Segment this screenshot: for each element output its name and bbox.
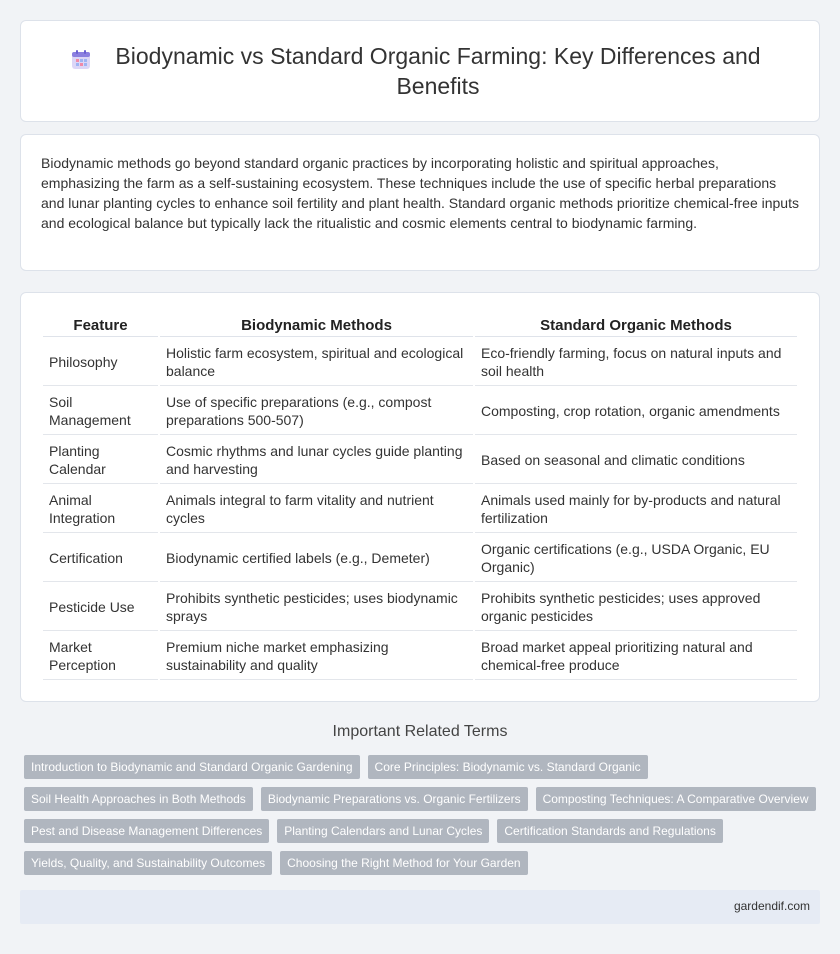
feature-cell: Market Perception	[43, 633, 158, 680]
table-row	[43, 388, 797, 435]
standard-organic-cell: Composting, crop rotation, organic amendments	[475, 388, 797, 435]
standard-organic-cell: Animals used mainly for by-products and natural fertilization	[475, 486, 797, 533]
biodynamic-cell: Animals integral to farm vitality and nutrient cycles	[160, 486, 473, 533]
related-term-tag[interactable]: Planting Calendars and Lunar Cycles	[277, 819, 489, 843]
table-header-row	[43, 313, 797, 337]
document-icon	[69, 48, 93, 72]
standard-organic-cell: Prohibits synthetic pesticides; uses approved organic pesticides	[475, 584, 797, 631]
standard-organic-cell: Broad market appeal prioritizing natural and chemical-free produce	[475, 633, 797, 680]
comparison-table	[41, 311, 799, 682]
table-row	[43, 339, 797, 386]
related-terms-title: Important Related Terms	[332, 723, 508, 740]
standard-organic-cell: Based on seasonal and climatic conditions	[475, 437, 797, 484]
header-standard-organic: Standard Organic Methods	[475, 313, 797, 337]
biodynamic-cell: Biodynamic certified labels (e.g., Demeter)	[160, 535, 473, 582]
header-feature: Feature	[43, 313, 158, 337]
header-card	[20, 20, 820, 122]
biodynamic-cell: Use of specific preparations (e.g., compost preparations 500-507)	[160, 388, 473, 435]
standard-organic-cell: Organic certifications (e.g., USDA Organic, EU Organic)	[475, 535, 797, 582]
feature-cell: Certification	[43, 535, 158, 582]
related-term-tag[interactable]: Core Principles: Biodynamic vs. Standard Organic	[368, 755, 648, 779]
related-term-tag[interactable]: Pest and Disease Management Differences	[24, 819, 269, 843]
footer	[20, 890, 820, 924]
biodynamic-cell: Cosmic rhythms and lunar cycles guide planting and harvesting	[160, 437, 473, 484]
page-title: Biodynamic vs Standard Organic Farming: Key Differences and Benefits	[115, 43, 761, 99]
feature-cell: Philosophy	[43, 339, 158, 386]
biodynamic-cell: Holistic farm ecosystem, spiritual and ecological balance	[160, 339, 473, 386]
comparison-table-card	[20, 292, 820, 702]
biodynamic-cell: Prohibits synthetic pesticides; uses biodynamic sprays	[160, 584, 473, 631]
table-row	[43, 535, 797, 582]
feature-cell: Soil Management	[43, 388, 158, 435]
biodynamic-cell: Premium niche market emphasizing sustainability and quality	[160, 633, 473, 680]
table-row	[43, 486, 797, 533]
site-link[interactable]: gardendif.com	[733, 899, 810, 913]
intro-card	[20, 134, 820, 271]
feature-cell: Animal Integration	[43, 486, 158, 533]
header-biodynamic: Biodynamic Methods	[160, 313, 473, 337]
related-term-tag[interactable]: Composting Techniques: A Comparative Overview	[536, 787, 816, 811]
table-row	[43, 584, 797, 631]
related-term-tag[interactable]: Biodynamic Preparations vs. Organic Fertilizers	[261, 787, 528, 811]
table-row	[43, 437, 797, 484]
related-terms-list	[24, 755, 824, 875]
related-term-tag[interactable]: Choosing the Right Method for Your Garden	[280, 851, 527, 875]
related-term-tag[interactable]: Certification Standards and Regulations	[497, 819, 722, 843]
intro-paragraph: Biodynamic methods go beyond standard organic practices by incorporating holistic and spiritual approaches, emphasizing the farm as a self-sustaining ecosystem. These techniques include the use of specific herbal preparations and lunar planting cycles to enhance soil fertility and plant health. Standard organic methods prioritize chemical-free inputs and ecological balance but typically lack the ritualistic and cosmic elements central to biodynamic farming.	[41, 155, 799, 231]
header	[21, 21, 819, 121]
table-row	[43, 633, 797, 680]
standard-organic-cell: Eco-friendly farming, focus on natural inputs and soil health	[475, 339, 797, 386]
related-term-tag[interactable]: Introduction to Biodynamic and Standard Organic Gardening	[24, 755, 360, 779]
related-term-tag[interactable]: Soil Health Approaches in Both Methods	[24, 787, 253, 811]
related-term-tag[interactable]: Yields, Quality, and Sustainability Outcomes	[24, 851, 272, 875]
feature-cell: Planting Calendar	[43, 437, 158, 484]
feature-cell: Pesticide Use	[43, 584, 158, 631]
